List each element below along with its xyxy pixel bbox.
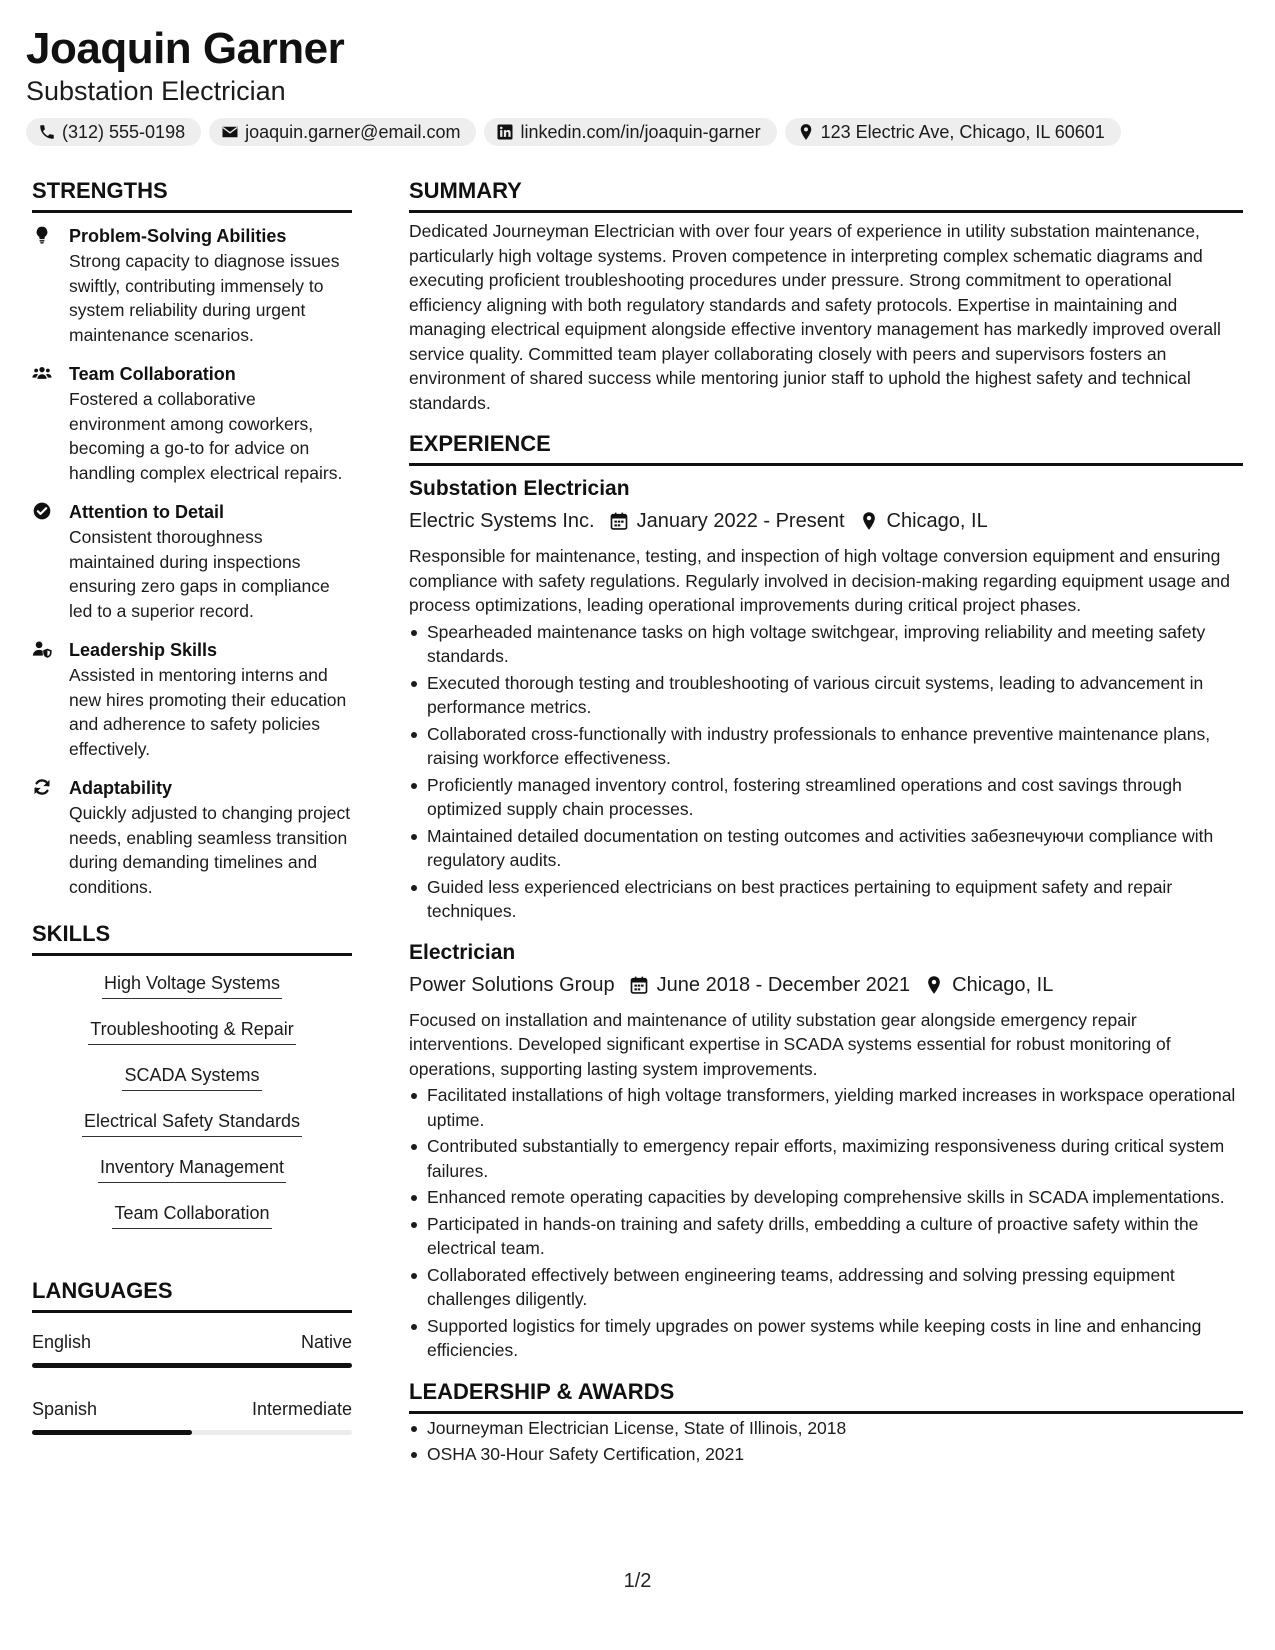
- job-company: Power Solutions Group: [409, 973, 615, 996]
- job-bullet: Spearheaded maintenance tasks on high voltage switchgear, improving reliability and meeting safety standards.: [409, 620, 1243, 669]
- awards-heading: LEADERSHIP & AWARDS: [409, 1377, 1243, 1414]
- summary-section: [409, 176, 1243, 415]
- language-proficiency-fill: [32, 1363, 352, 1368]
- map-pin-icon: [797, 123, 815, 141]
- language-proficiency-bar: [32, 1430, 352, 1435]
- strength-item: [32, 499, 352, 623]
- user-shield-icon: [32, 639, 52, 659]
- language-proficiency-fill: [32, 1430, 192, 1435]
- job-entry: [409, 474, 1243, 924]
- skills-section: [32, 919, 352, 1246]
- awards-list: [409, 1416, 1243, 1467]
- map-pin-icon: [859, 511, 879, 531]
- job-bullet: Participated in hands-on training and safety drills, embedding a culture of proactive safety within the electrical team.: [409, 1212, 1243, 1261]
- job-bullet: Maintained detailed documentation on testing outcomes and activities забезпечуючи compliance with regulatory audits.: [409, 824, 1243, 873]
- strength-title: Leadership Skills: [69, 640, 218, 660]
- language-item: [32, 1329, 352, 1368]
- job-bullet: Guided less experienced electricians on best practices pertaining to equipment safety and repair techniques.: [409, 875, 1243, 924]
- strength-item: [32, 223, 352, 347]
- job-location: Chicago, IL: [952, 973, 1054, 996]
- job-bullet: Supported logistics for timely upgrades on power systems while keeping costs in line and enhancing efficiencies.: [409, 1314, 1243, 1363]
- contact-address[interactable]: [785, 118, 1121, 146]
- job-bullet: Collaborated effectively between engineering teams, addressing and solving pressing equipment challenges diligently.: [409, 1263, 1243, 1312]
- summary-heading: SUMMARY: [409, 176, 1243, 213]
- languages-heading: LANGUAGES: [32, 1276, 352, 1313]
- summary-text: Dedicated Journeyman Electrician with over four years of experience in utility substation maintenance, particularly high voltage systems. Proven competence in interpreting complex schematic diagrams and executing proficient troubleshooting procedures under pressure. Strong commitment to operational efficiency aligning with both regulatory standards and safety protocols. Expertise in maintaining and managing electrical equipment alongside effective inventory management has markedly improved overall service quality. Committed team player collaborating closely with peers and supervisors fosters an environment of shared success while mentoring junior staff to uphold the highest safety and technical standards.: [409, 221, 1221, 413]
- candidate-name: Joaquin Garner: [26, 24, 345, 73]
- language-name: Spanish: [32, 1399, 98, 1419]
- languages-section: [32, 1276, 352, 1435]
- contact-address-text: 123 Electric Ave, Chicago, IL 60601: [820, 121, 1105, 142]
- strength-title: Attention to Detail: [69, 502, 224, 522]
- map-pin-icon: [924, 975, 944, 995]
- strength-desc: Consistent thoroughness maintained during inspections ensuring zero gaps in compliance led to a superior record.: [69, 527, 330, 621]
- contact-phone-text: (312) 555-0198: [62, 121, 186, 142]
- job-bullet: Enhanced remote operating capacities by developing comprehensive skills in SCADA implementations.: [409, 1185, 1243, 1210]
- refresh-icon: [32, 777, 52, 797]
- strength-desc: Strong capacity to diagnose issues swiftly, contributing immensely to system reliability during urgent maintenance scenarios.: [69, 251, 340, 345]
- strengths-heading: STRENGTHS: [32, 176, 352, 213]
- linkedin-icon: [496, 123, 514, 141]
- envelope-icon: [221, 123, 239, 141]
- strength-title: Adaptability: [69, 778, 173, 798]
- job-title: Substation Electrician: [409, 477, 630, 500]
- skill-tag: Team Collaboration: [112, 1200, 271, 1229]
- job-dates: June 2018 - December 2021: [656, 973, 911, 996]
- skill-tag: High Voltage Systems: [102, 970, 282, 999]
- skill-tag: Troubleshooting & Repair: [88, 1016, 295, 1045]
- candidate-title: Substation Electrician: [26, 76, 286, 106]
- language-name: English: [32, 1332, 92, 1352]
- contact-bar: [26, 118, 1251, 146]
- experience-section: [409, 429, 1243, 1363]
- job-location: Chicago, IL: [886, 510, 988, 532]
- job-company: Electric Systems Inc.: [409, 510, 595, 532]
- awards-section: [409, 1377, 1243, 1467]
- lightbulb-icon: [32, 225, 52, 245]
- job-bullet: Collaborated cross-functionally with industry professionals to enhance preventive maintenance plans, raising workforce effectiveness.: [409, 722, 1243, 771]
- job-dates: January 2022 - Present: [636, 510, 845, 532]
- contact-linkedin[interactable]: [484, 118, 776, 146]
- job-bullet: Contributed substantially to emergency repair efforts, maximizing responsiveness during critical system failures.: [409, 1134, 1243, 1183]
- check-circle-icon: [32, 501, 52, 521]
- language-item: [32, 1396, 352, 1435]
- job-bullet: Proficiently managed inventory control, fostering streamlined operations and cost savings through optimized supply chain processes.: [409, 773, 1243, 822]
- job-bullets: [409, 620, 1243, 924]
- language-level: Intermediate: [251, 1399, 352, 1419]
- experience-heading: EXPERIENCE: [409, 429, 1243, 466]
- skill-tag: Inventory Management: [98, 1154, 286, 1183]
- strength-desc: Fostered a collaborative environment among coworkers, becoming a go-to for advice on handling complex electrical repairs.: [69, 389, 343, 483]
- left-column: [32, 176, 352, 1463]
- job-bullets: [409, 1083, 1243, 1363]
- skill-tag: SCADA Systems: [122, 1062, 261, 1091]
- strength-item: [32, 637, 352, 761]
- strength-title: Team Collaboration: [69, 364, 236, 384]
- contact-linkedin-text: linkedin.com/in/joaquin-garner: [520, 121, 761, 142]
- strengths-section: [32, 176, 352, 899]
- calendar-icon: [609, 511, 629, 531]
- contact-email[interactable]: [209, 118, 476, 146]
- phone-icon: [38, 123, 56, 141]
- contact-phone[interactable]: [26, 118, 201, 146]
- job-entry: [409, 938, 1243, 1363]
- page-number: 1/2: [623, 1570, 652, 1592]
- strength-title: Problem-Solving Abilities: [69, 226, 287, 246]
- language-level: Native: [300, 1332, 352, 1352]
- job-description: Focused on installation and maintenance of utility substation gear alongside emergency repair interventions. Developed significant expertise in SCADA systems essential for robust monitoring of operations, supporting lasting system improvements.: [409, 1009, 1171, 1079]
- resume-header: [26, 22, 1251, 146]
- job-title: Electrician: [409, 940, 516, 964]
- job-bullet: Facilitated installations of high voltage transformers, yielding marked increases in workspace operational uptime.: [409, 1083, 1243, 1132]
- right-column: [409, 176, 1243, 1469]
- strength-desc: Assisted in mentoring interns and new hires promoting their education and adherence to safety policies effectively.: [69, 665, 347, 759]
- skill-tag: Electrical Safety Standards: [82, 1108, 302, 1137]
- strength-item: [32, 775, 352, 899]
- strength-desc: Quickly adjusted to changing project needs, enabling seamless transition during demanding timelines and conditions.: [69, 803, 351, 897]
- contact-email-text: joaquin.garner@email.com: [245, 121, 461, 142]
- award-item: OSHA 30-Hour Safety Certification, 2021: [409, 1442, 1243, 1467]
- job-description: Responsible for maintenance, testing, and inspection of high voltage conversion equipment and ensuring compliance with safety regulations. Regularly involved in decision-making regarding equipment usage and process optimizations, leading operational improvements during critical project phases.: [409, 546, 1231, 615]
- award-item: Journeyman Electrician License, State of Illinois, 2018: [409, 1416, 1243, 1441]
- users-icon: [32, 363, 52, 383]
- language-proficiency-bar: [32, 1363, 352, 1368]
- job-bullet: Executed thorough testing and troubleshooting of various circuit systems, leading to advancement in performance metrics.: [409, 671, 1243, 720]
- calendar-icon: [629, 975, 649, 995]
- skills-heading: SKILLS: [32, 919, 352, 956]
- strength-item: [32, 361, 352, 485]
